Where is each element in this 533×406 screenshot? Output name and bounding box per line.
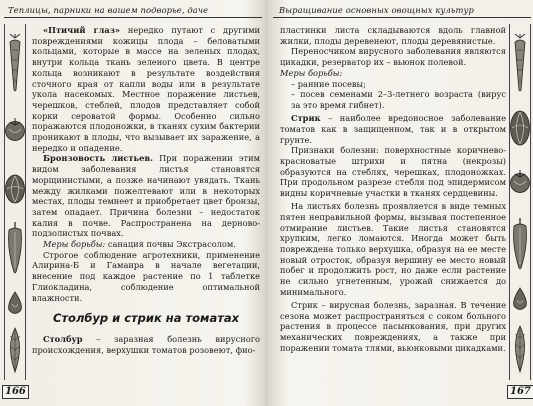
carrot-icon	[4, 34, 26, 94]
paragraph-continuation: пластинки листа складываются вдоль главной жилки, плоды деревенеют, плоды деревянистые.	[280, 25, 506, 46]
decorative-vegetable-border	[4, 24, 26, 380]
section-title: Столбур и стрик на томатах	[52, 311, 240, 326]
running-head: Выращивание основных овощных культур	[279, 5, 474, 15]
tomato-icon	[4, 112, 26, 146]
paragraph-priznaki: Признаки болезни: поверхностные коричнево-красноватые штрихи и пятна (некрозы) образуются на стеблях, черешках, плодоножках. При продольном разрезе стебля под эпидермисом видны коричневые участки в тканях сердцевины.	[280, 145, 506, 199]
onion-icon	[509, 286, 531, 314]
paragraph-strik: Стрик – наиболее вредоносное заболевание томатов как в защищенном, так и в открытом грунте.	[280, 113, 506, 145]
decorative-vegetable-border	[509, 24, 531, 380]
leaf-icon	[509, 324, 531, 374]
paragraph-ptichiy-glaz: «Птичий глаз» нередко путают с другими повреждениями кожицы плода – беловатыми кольцами, которые в массе на зеленых плодах, внутри кольца ткань зеленого цвета. В центре кольца возникают в результате воздействия сточного края от капли воды или в результате укола насекомых. Местное поражение листьев, черешков, стеблей, плодов представляет собой корки сероватой формы. Особенно сильно поражаются плодоножки, в тканях сухим бактерии проникают в плоды, что вызывает их заражение, а нередко и опадение.	[32, 25, 260, 153]
header-rule	[4, 17, 262, 18]
paragraph-agrotehnika: Строгое соблюдение агротехники, применение Алирина-Б и Гамаира в начале вегетации, внесение под каждое растение по 1 таблетке Глиокладина, соблюдение оптимальной влажности.	[32, 249, 260, 303]
page-number: 167	[507, 385, 533, 399]
pepper-icon	[509, 216, 531, 272]
left-page-text	[32, 25, 260, 356]
cabbage-icon	[509, 108, 531, 148]
right-page-text	[280, 25, 506, 354]
pepper-icon	[4, 220, 26, 276]
paragraph-perenoschik: Переносчиком вирусного заболевания являются цикадки, резерватор их – вьюнок полевой.	[280, 46, 506, 68]
list-item: – посев семенами 2–3-летнего возраста (вирус за это время гибнет).	[291, 89, 506, 110]
paragraph-stolbur: Столбур – заразная болезнь вирусного происхождения, верхушки томатов розовеют, фио-	[32, 334, 260, 355]
header-rule	[273, 17, 531, 18]
onion-icon	[4, 290, 26, 318]
leaf-icon	[4, 326, 26, 374]
list-item: – ранние посевы;	[291, 78, 366, 89]
left-page	[0, 0, 266, 406]
carrot-icon	[509, 34, 531, 94]
cabbage-icon	[4, 172, 26, 206]
tomato-icon	[509, 164, 531, 198]
paragraph-mery-borby: Меры борьбы:	[280, 67, 343, 78]
page-number: 166	[2, 385, 29, 399]
paragraph-na-listyah: На листьях болезнь проявляется в виде темных пятен неправильной формы, вызывая постепенное отмирание листьев. Такие листья становятся хрупким, легко ломаются. Иногда может быть повреждена только верхушка, образуя на ее месте новый отросток, образуя вершину ее место новый побег и продолжить рост, но даже если растение не сильно угнетенным, урожай снижается до минимального.	[280, 201, 506, 297]
paragraph-bronzovost: Бронзовость листьев. При поражении этим видом заболевания листья становятся морщинистыми, а позже начинают увядать. Ткань между жилками пожелтевают или в некоторых местах, плоды темнеет и приобретает цвет бронзы, затем опадает. Причина болезни – недостаток калия в почве. Распространена на дерново-подзолистых почвах.	[32, 153, 261, 239]
running-head: Теплицы, парники на вашем подворье, даче	[8, 5, 209, 15]
right-page	[267, 0, 533, 406]
paragraph-strik-virus: Стрик – вирусная болезнь, заразная. В течение сезона может распространяться с соком больного растения в процессе пасынкования, при других механических повреждениях, а также при поражении томата тлями, вьюнковыми цикадками.	[280, 300, 506, 353]
paragraph-mery-borby: Меры борьбы: санация почвы Экстрасолом.	[43, 239, 236, 250]
